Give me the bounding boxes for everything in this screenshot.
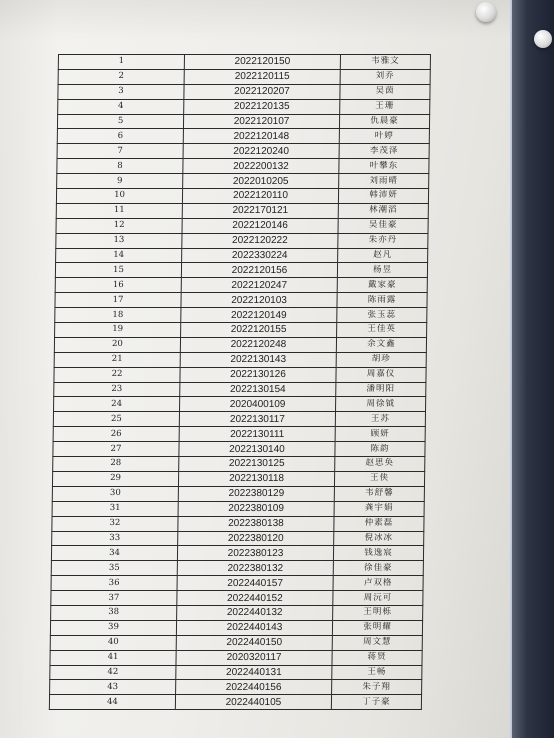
table-row xyxy=(54,397,426,412)
student-name-cell: 陈雨露 xyxy=(337,293,427,308)
table-row xyxy=(52,516,424,531)
student-id-cell: 2022120222 xyxy=(182,233,338,248)
row-number-cell: 9 xyxy=(57,174,183,189)
student-id-cell: 2022380120 xyxy=(178,531,334,546)
row-number-cell: 17 xyxy=(55,293,181,308)
student-id-cell: 2022120146 xyxy=(182,218,338,233)
student-id-cell: 2022120156 xyxy=(181,263,337,278)
student-name-cell: 张玉蕊 xyxy=(337,308,427,323)
table-row xyxy=(52,486,424,501)
student-name-cell: 王畅 xyxy=(332,665,422,680)
row-number-cell: 25 xyxy=(53,412,179,427)
student-name-cell: 王侠 xyxy=(334,471,424,486)
table-row xyxy=(56,233,428,248)
student-name-cell: 丁子豪 xyxy=(331,695,421,710)
student-name-cell: 顾妍 xyxy=(335,427,425,442)
student-id-cell: 2022120240 xyxy=(183,144,339,159)
student-name-cell: 韦雅文 xyxy=(340,55,430,70)
table-row xyxy=(51,546,423,561)
student-id-cell: 2022130143 xyxy=(180,352,336,367)
table-row xyxy=(51,561,423,576)
table-row xyxy=(50,680,422,695)
table-row xyxy=(58,69,430,84)
student-id-cell: 2022440143 xyxy=(176,620,332,635)
row-number-cell: 36 xyxy=(51,576,177,591)
student-id-cell: 2022380129 xyxy=(178,486,334,501)
push-pin-icon xyxy=(476,2,496,22)
table-row xyxy=(58,84,430,99)
row-number-cell: 3 xyxy=(58,84,184,99)
student-id-cell: 2022120115 xyxy=(184,69,340,84)
table-row xyxy=(50,650,422,665)
table-row xyxy=(58,99,430,114)
student-name-cell: 王佳英 xyxy=(337,323,427,338)
row-number-cell: 39 xyxy=(50,620,176,635)
row-number-cell: 14 xyxy=(56,248,182,263)
student-name-cell: 林潮滔 xyxy=(338,203,428,218)
student-id-cell: 2022120149 xyxy=(181,308,337,323)
student-id-cell: 2022440105 xyxy=(175,695,331,710)
student-name-cell: 周沅可 xyxy=(333,591,423,606)
row-number-cell: 15 xyxy=(55,263,181,278)
student-name-cell: 张明耀 xyxy=(332,620,422,635)
student-name-cell: 周徐钺 xyxy=(336,397,426,412)
student-name-cell: 钱逸宸 xyxy=(333,546,423,561)
row-number-cell: 22 xyxy=(54,367,180,382)
student-id-cell: 2022130118 xyxy=(178,471,334,486)
student-id-cell: 2022130140 xyxy=(179,442,335,457)
student-id-cell: 2022010205 xyxy=(183,174,339,189)
table-row xyxy=(50,635,422,650)
table-row xyxy=(57,129,429,144)
table-row xyxy=(53,412,425,427)
student-name-cell: 韩沛妍 xyxy=(338,189,428,204)
row-number-cell: 29 xyxy=(52,471,178,486)
row-number-cell: 8 xyxy=(57,159,183,174)
row-number-cell: 42 xyxy=(50,665,176,680)
row-number-cell: 34 xyxy=(51,546,177,561)
student-id-cell: 2022120107 xyxy=(183,114,339,129)
student-id-cell: 2022200132 xyxy=(183,159,339,174)
table-row xyxy=(56,218,428,233)
student-id-cell: 2022380123 xyxy=(177,546,333,561)
student-name-cell: 吴佳豪 xyxy=(338,218,428,233)
student-id-cell: 2020400109 xyxy=(180,397,336,412)
student-name-cell: 倪冰冰 xyxy=(334,531,424,546)
student-name-cell: 龚宇娟 xyxy=(334,501,424,516)
row-number-cell: 30 xyxy=(52,486,178,501)
row-number-cell: 13 xyxy=(56,233,182,248)
student-name-cell: 王明栎 xyxy=(333,605,423,620)
student-name-cell: 周文慧 xyxy=(332,635,422,650)
student-id-cell: 2022440131 xyxy=(176,665,332,680)
row-number-cell: 43 xyxy=(50,680,176,695)
row-number-cell: 5 xyxy=(57,114,183,129)
student-name-cell: 刘雨晴 xyxy=(339,174,429,189)
student-name-cell: 朱子翔 xyxy=(332,680,422,695)
student-id-cell: 2022440152 xyxy=(177,591,333,606)
row-number-cell: 7 xyxy=(57,144,183,159)
paper-shadow-top xyxy=(0,0,512,40)
table-row xyxy=(56,248,428,263)
table-row xyxy=(49,695,421,710)
student-name-cell: 刘乔 xyxy=(340,69,430,84)
student-name-cell: 叶婷 xyxy=(339,129,429,144)
row-number-cell: 44 xyxy=(49,695,175,710)
student-name-cell: 戴家豪 xyxy=(337,278,427,293)
student-name-cell: 韦舒馨 xyxy=(334,486,424,501)
student-name-cell: 叶攀东 xyxy=(339,159,429,174)
row-number-cell: 31 xyxy=(52,501,178,516)
table-row xyxy=(57,144,429,159)
table-row xyxy=(54,382,426,397)
row-number-cell: 21 xyxy=(54,352,180,367)
table-row xyxy=(57,159,429,174)
student-table-body xyxy=(49,55,430,710)
student-id-cell: 2022380132 xyxy=(177,561,333,576)
table-row xyxy=(51,576,423,591)
row-number-cell: 6 xyxy=(57,129,183,144)
student-name-cell: 蒋贤 xyxy=(332,650,422,665)
student-id-cell: 2022120248 xyxy=(180,337,336,352)
student-name-cell: 王珊 xyxy=(340,99,430,114)
student-name-cell: 仲素磊 xyxy=(334,516,424,531)
row-number-cell: 11 xyxy=(56,203,182,218)
table-row xyxy=(51,605,423,620)
student-id-cell: 2022120103 xyxy=(181,293,337,308)
student-id-cell: 2022440150 xyxy=(176,635,332,650)
table-row xyxy=(53,457,425,472)
row-number-cell: 35 xyxy=(51,561,177,576)
student-id-cell: 2022130126 xyxy=(180,367,336,382)
student-name-cell: 陈韵 xyxy=(335,442,425,457)
table-row xyxy=(55,263,427,278)
table-row xyxy=(53,427,425,442)
table-row xyxy=(55,308,427,323)
student-id-cell: 2022130154 xyxy=(180,382,336,397)
table-row xyxy=(57,174,429,189)
student-id-cell: 2022380138 xyxy=(178,516,334,531)
student-name-cell: 赵思奂 xyxy=(335,457,425,472)
table-row xyxy=(57,114,429,129)
student-id-cell: 2022440156 xyxy=(176,680,332,695)
student-id-cell: 2022330224 xyxy=(182,248,338,263)
row-number-cell: 18 xyxy=(55,308,181,323)
student-id-cell: 2020320117 xyxy=(176,650,332,665)
student-name-cell: 余文鑫 xyxy=(336,337,426,352)
student-id-cell: 2022130117 xyxy=(179,412,335,427)
table-row xyxy=(55,323,427,338)
table-row xyxy=(54,367,426,382)
row-number-cell: 23 xyxy=(54,382,180,397)
row-number-cell: 26 xyxy=(53,427,179,442)
student-name-cell: 赵凡 xyxy=(338,248,428,263)
table-row xyxy=(51,591,423,606)
student-id-cell: 2022120150 xyxy=(184,55,340,70)
student-id-cell: 2022120155 xyxy=(181,323,337,338)
student-id-cell: 2022120247 xyxy=(181,278,337,293)
student-list xyxy=(49,54,431,710)
row-number-cell: 40 xyxy=(50,635,176,650)
student-name-cell: 杨昱 xyxy=(337,263,427,278)
row-number-cell: 41 xyxy=(50,650,176,665)
student-id-cell: 2022120148 xyxy=(183,129,339,144)
student-name-cell: 朱亦丹 xyxy=(338,233,428,248)
student-name-cell: 王苏 xyxy=(335,412,425,427)
student-name-cell: 周嘉仪 xyxy=(336,367,426,382)
table-row xyxy=(52,471,424,486)
bulletin-board-frame xyxy=(512,0,554,738)
student-id-cell: 2022440132 xyxy=(177,605,333,620)
row-number-cell: 16 xyxy=(55,278,181,293)
student-id-cell: 2022170121 xyxy=(182,203,338,218)
row-number-cell: 38 xyxy=(51,605,177,620)
table-row xyxy=(56,189,428,204)
student-name-cell: 李茂泽 xyxy=(339,144,429,159)
student-name-cell: 胡珍 xyxy=(336,352,426,367)
row-number-cell: 37 xyxy=(51,591,177,606)
student-id-cell: 2022380109 xyxy=(178,501,334,516)
row-number-cell: 20 xyxy=(54,337,180,352)
student-name-cell: 卢双格 xyxy=(333,576,423,591)
table-row xyxy=(56,203,428,218)
student-name-cell: 仇晨豪 xyxy=(339,114,429,129)
row-number-cell: 28 xyxy=(53,457,179,472)
student-id-cell: 2022130111 xyxy=(179,427,335,442)
student-id-cell: 2022120135 xyxy=(184,99,340,114)
table-row xyxy=(52,501,424,516)
row-number-cell: 33 xyxy=(52,531,178,546)
table-row xyxy=(50,620,422,635)
table-row xyxy=(52,531,424,546)
row-number-cell: 27 xyxy=(53,442,179,457)
student-name-cell: 潘明阳 xyxy=(336,382,426,397)
student-id-cell: 2022130125 xyxy=(179,457,335,472)
student-name-cell: 吴茵 xyxy=(340,84,430,99)
row-number-cell: 19 xyxy=(55,323,181,338)
student-name-cell: 徐佳豪 xyxy=(333,561,423,576)
student-table xyxy=(49,54,431,710)
table-row xyxy=(55,293,427,308)
row-number-cell: 1 xyxy=(58,55,184,70)
row-number-cell: 32 xyxy=(52,516,178,531)
student-id-cell: 2022120110 xyxy=(182,189,338,204)
table-row xyxy=(54,352,426,367)
row-number-cell: 24 xyxy=(54,397,180,412)
table-row xyxy=(58,55,430,70)
push-pin-icon xyxy=(534,30,552,48)
table-row xyxy=(55,278,427,293)
row-number-cell: 10 xyxy=(56,189,182,204)
student-id-cell: 2022120207 xyxy=(184,84,340,99)
row-number-cell: 2 xyxy=(58,69,184,84)
table-row xyxy=(50,665,422,680)
row-number-cell: 12 xyxy=(56,218,182,233)
student-id-cell: 2022440157 xyxy=(177,576,333,591)
row-number-cell: 4 xyxy=(58,99,184,114)
table-row xyxy=(53,442,425,457)
table-row xyxy=(54,337,426,352)
